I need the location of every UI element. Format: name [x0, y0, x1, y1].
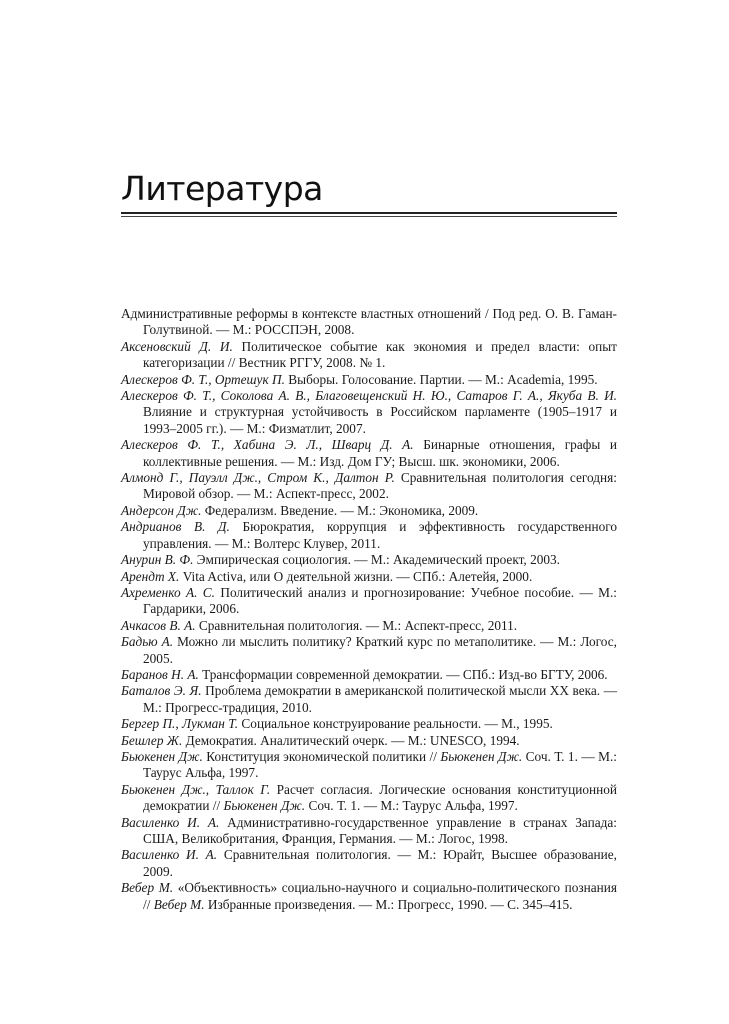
entry-author: Андерсон Дж. — [121, 502, 202, 518]
bibliography-entry — [121, 503, 617, 519]
entry-text: Административные реформы в контексте властных отношений / Под ред. О. В. Гаман-Голутвиной. — М.: РОССПЭН, 2008. — [121, 306, 617, 338]
bibliography-entry — [121, 847, 617, 880]
entry-author: Анурин В. Ф. — [121, 552, 194, 568]
title-rule-thin — [121, 216, 617, 217]
entry-author: Бергер П., Лукман Т. — [121, 716, 239, 732]
bibliography-entry — [121, 880, 617, 913]
entry-text: Трансформации современной демократии. — СПб.: Изд-во БГТУ, 2006. — [198, 666, 608, 682]
entry-author: Баталов Э. Я. — [121, 683, 202, 699]
bibliography-entry — [121, 437, 617, 470]
entry-text: Можно ли мыслить политику? Краткий курс по метаполитике. — М.: Логос, 2005. — [143, 634, 617, 666]
entry-text: Сравнительная политология сегодня: Мировой обзор. — М.: Аспект-пресс, 2002. — [143, 470, 617, 502]
entry-text: Расчет согласия. Логические основания конституционной демократии // — [143, 781, 617, 814]
bibliography-entry — [121, 667, 617, 683]
entry-author: Алескеров Ф. Т., Ортешук П. — [121, 371, 285, 387]
entry-author: Алескеров Ф. Т., Хабина Э. Л., Шварц Д. А. — [121, 437, 414, 453]
entry-text: Административно-государственное управление в странах Запада: США, Великобритания, Франция, Германия. — М.: Логос, 1998. — [143, 814, 617, 846]
entry-author: Бьюкенен Дж. — [223, 798, 306, 814]
entry-text: Соч. Т. 1. — М.: Таурус Альфа, 1997. — [143, 748, 617, 781]
entry-text: «Объективность» социально-научного и социально-политического познания // — [143, 880, 617, 912]
entry-text: Vita Activa, или О деятельной жизни. — СПб.: Алетейя, 2000. — [179, 568, 533, 584]
bibliography-entry — [121, 716, 617, 732]
entry-text: Конституция экономической политики // — [202, 748, 441, 764]
bibliography-entry — [121, 339, 617, 372]
entry-author: Бешлер Ж. — [121, 732, 183, 748]
bibliography-list — [121, 306, 617, 913]
bibliography-entry — [121, 388, 617, 437]
entry-text: Выборы. Голосование. Партии. — М.: Academia, 1995. — [284, 371, 598, 387]
entry-text: Сравнительная политология. — М.: Юрайт, Высшее образование, 2009. — [143, 847, 617, 879]
bibliography-entry — [121, 306, 617, 339]
entry-text: Социальное конструирование реальности. — М., 1995. — [238, 716, 553, 732]
entry-text: Бинарные отношения, графы и коллективные решения. — М.: Изд. Дом ГУ; Высш. шк. экономики, 2006. — [143, 437, 617, 469]
bibliography-entry — [121, 634, 617, 667]
entry-text: Политический анализ и прогнозирование: Учебное пособие. — М.: Гардарики, 2006. — [143, 584, 617, 617]
entry-author: Василенко И. А. — [121, 847, 218, 863]
entry-text: Политическое событие как экономия и предел власти: опыт категоризации // Вестник РГГУ, 2008. № 1. — [143, 338, 617, 371]
bibliography-entry — [121, 552, 617, 568]
bibliography-entry — [121, 683, 617, 716]
entry-author: Бадью А. — [121, 634, 174, 650]
entry-text: Демократия. Аналитический очерк. — М.: UNESCO, 1994. — [182, 732, 520, 748]
entry-author: Баранов Н. А. — [121, 666, 199, 682]
bibliography-entry — [121, 569, 617, 585]
entry-text: Влияние и структурная устойчивость в Российском парламенте (1905–1917 и 1993–2005 гг.). — М.: Физматлит, 2007. — [143, 404, 617, 436]
entry-text: Бюрократия, коррупция и эффективность государственного управления. — М.: Волтерс Клувер, 2011. — [143, 519, 617, 551]
entry-text: Эмпирическая социология. — М.: Академический проект, 2003. — [193, 552, 560, 568]
entry-author: Вебер М. — [121, 880, 174, 896]
entry-author: Бьюкенен Дж. — [440, 748, 523, 764]
entry-text: Соч. Т. 1. — М.: Таурус Альфа, 1997. — [305, 798, 518, 814]
entry-text: Избранные произведения. — М.: Прогресс, 1990. — С. 345–415. — [204, 896, 573, 912]
entry-author: Бьюкенен Дж. — [121, 748, 203, 764]
entry-author: Бьюкенен Дж., Таллок Г. — [121, 781, 271, 797]
entry-text: Сравнительная политология. — М.: Аспект-пресс, 2011. — [195, 617, 518, 633]
entry-author: Василенко И. А. — [121, 814, 220, 830]
bibliography-entry — [121, 372, 617, 388]
entry-author: Андрианов В. Д. — [121, 519, 230, 535]
entry-author: Ахременко А. С. — [121, 584, 215, 600]
bibliography-entry — [121, 749, 617, 782]
bibliography-entry — [121, 733, 617, 749]
entry-author: Вебер М. — [153, 896, 205, 912]
entry-text: Проблема демократии в американской политической мысли XX века. — М.: Прогресс-традиция, 2010. — [143, 683, 618, 715]
bibliography-entry — [121, 815, 617, 848]
page-title: Литература — [121, 169, 323, 208]
entry-author: Алескеров Ф. Т., Соколова А. В., Благовещенский Н. Ю., Сатаров Г. А., Якуба В. И. — [121, 388, 617, 404]
title-rule-thick — [121, 212, 617, 214]
entry-author: Ачкасов В. А. — [121, 617, 196, 633]
bibliography-entry — [121, 618, 617, 634]
entry-text: Федерализм. Введение. — М.: Экономика, 2009. — [201, 502, 479, 518]
bibliography-entry — [121, 519, 617, 552]
entry-author: Аксеновский Д. И. — [121, 338, 233, 354]
bibliography-entry — [121, 470, 617, 503]
entry-author: Арендт Х. — [121, 568, 180, 584]
entry-author: Алмонд Г., Пауэлл Дж., Стром К., Далтон Р. — [121, 470, 395, 486]
bibliography-entry — [121, 585, 617, 618]
bibliography-entry — [121, 782, 617, 815]
